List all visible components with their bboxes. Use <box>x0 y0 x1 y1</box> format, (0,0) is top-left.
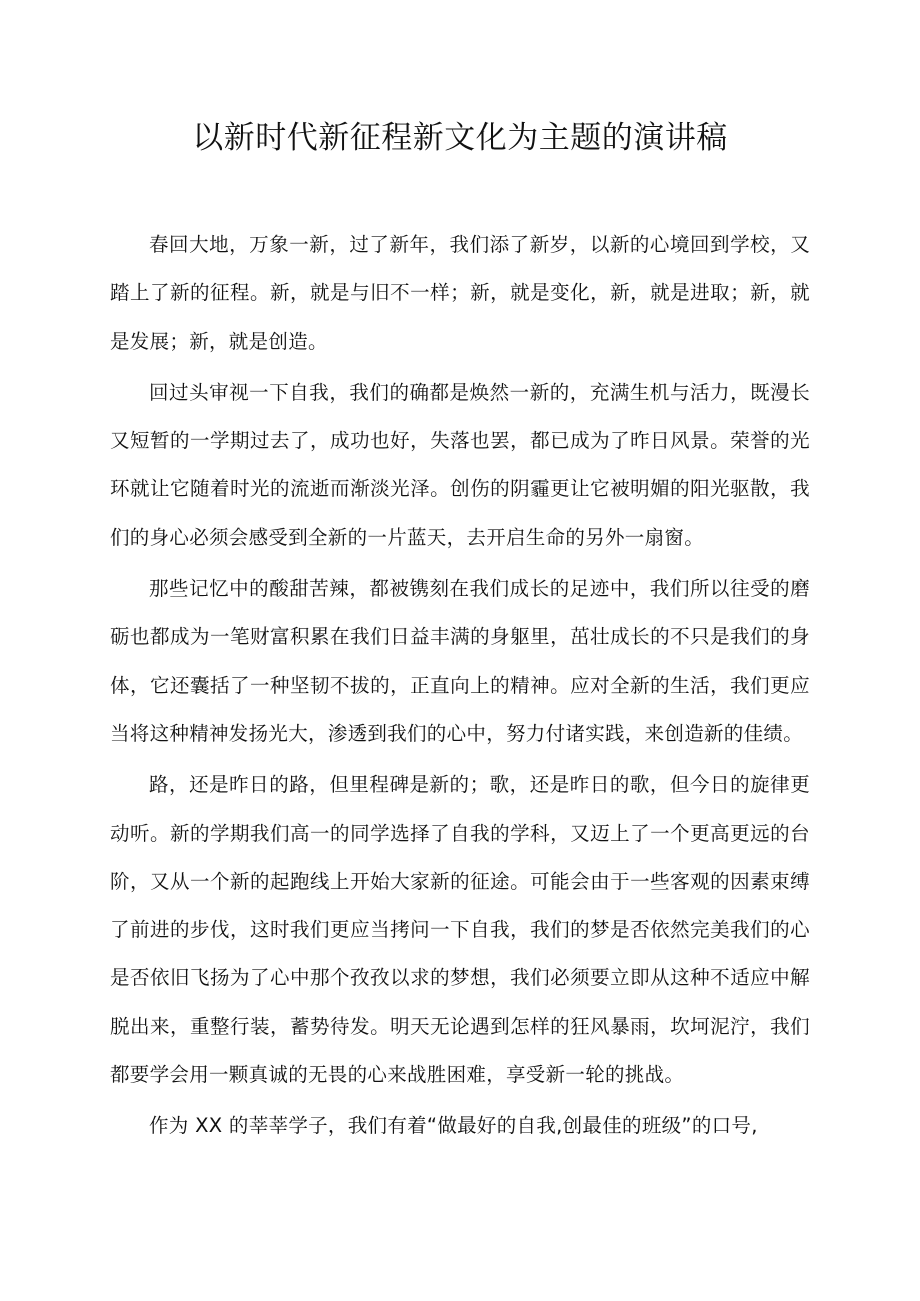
document-title: 以新时代新征程新文化为主题的演讲稿 <box>192 120 728 156</box>
document-body <box>110 221 810 1154</box>
paragraph: 那些记忆中的酸甜苦辣，都被镌刻在我们成长的足迹中，我们所以往受的磨砺也都成为一笔财富积累在我们日益丰满的身躯里，茁壮成长的不只是我们的身体，它还囊括了一种坚韧不拔的，正直向上的精神。应对全新的生活，我们更应当将这种精神发扬光大，渗透到我们的心中，努力付诸实践，来创造新的佳绩。 <box>110 577 810 745</box>
paragraph: 回过头审视一下自我，我们的确都是焕然一新的，充满生机与活力，既漫长又短暂的一学期过去了，成功也好，失落也罢，都已成为了昨日风景。荣誉的光环就让它随着时光的流逝而渐淡光泽。创伤的阴霾更让它被明媚的阳光驱散，我们的身心必须会感受到全新的一片蓝天，去开启生命的另外一扇窗。 <box>110 380 810 549</box>
paragraph: 春回大地，万象一新，过了新年，我们添了新岁，以新的心境回到学校，又踏上了新的征程。新，就是与旧不一样；新，就是变化，新，就是进取；新，就是发展；新，就是创造。 <box>110 233 810 353</box>
paragraph: 路，还是昨日的路，但里程碑是新的；歌，还是昨日的歌，但今日的旋律更动听。新的学期我们高一的同学选择了自我的学科，又迈上了一个更高更远的台阶，又从一个新的起跑线上开始大家新的征途。可能会由于一些客观的因素束缚了前进的步伐，这时我们更应当拷问一下自我，我们的梦是否依然完美我们的心是否依旧飞扬为了心中那个孜孜以求的梦想，我们必须要立即从这种不适应中解脱出来，重整行装，蓄势待发。明天无论遇到怎样的狂风暴雨，坎坷泥泞，我们都要学会用一颗真诚的无畏的心来战胜困难，享受新一轮的挑战。 <box>110 773 810 1087</box>
paragraph: 作为 XX 的莘莘学子，我们有着“做最好的自我,创最佳的班级”的口号, <box>149 1114 758 1138</box>
